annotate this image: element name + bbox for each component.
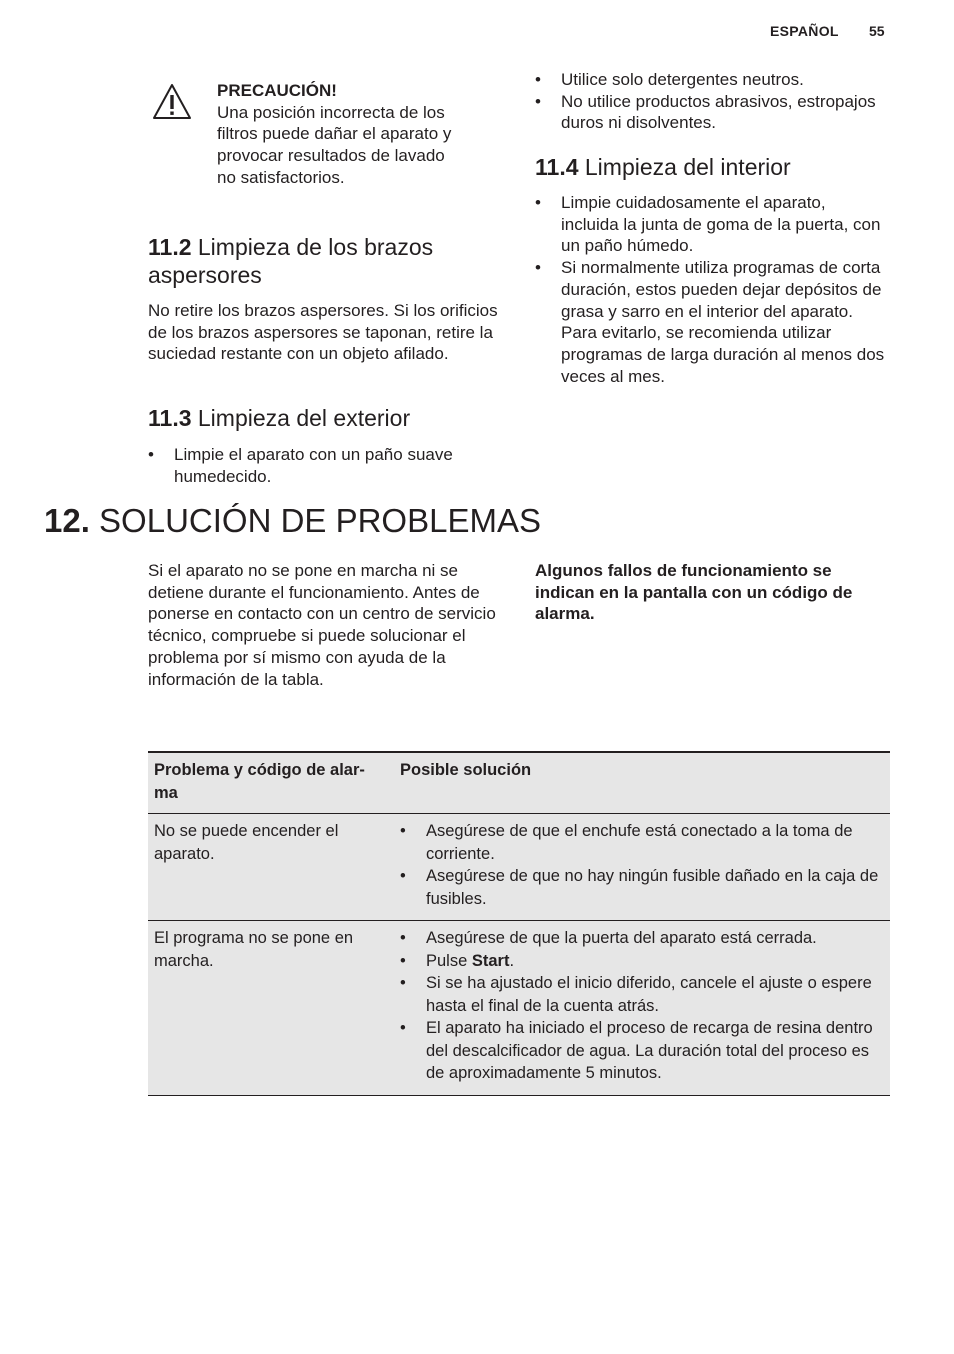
header-language: ESPAÑOL xyxy=(770,23,839,39)
detergent-list xyxy=(535,69,880,134)
section-11-2-text: No retire los brazos aspersores. Si los orificios de los brazos aspersores se taponan, retire la suciedad restante con un objeto afilado. xyxy=(148,301,498,364)
caution-title: PRECAUCIÓN! xyxy=(217,81,337,100)
solution-text: Pulse xyxy=(426,951,468,970)
caution-text: Una posición incorrecta de los filtros puede dañar el aparato y provocar resultados de lavado no satisfactorios. xyxy=(217,102,452,187)
section-11-4-list xyxy=(535,192,885,387)
chapter-12-heading xyxy=(44,501,541,541)
solution-item xyxy=(400,950,884,973)
chapter-number: 12. xyxy=(44,502,90,539)
table-header-solution: Posible solución xyxy=(400,761,532,779)
start-suffix: . xyxy=(509,951,515,970)
section-11-3-list xyxy=(148,444,498,487)
chapter-title: SOLUCIÓN DE PROBLEMAS xyxy=(99,502,541,539)
section-number: 11.2 xyxy=(148,234,192,260)
table-row xyxy=(148,814,890,921)
solution-item: • Asegúrese de que no hay ningún fusible dañado en la caja de fusibles. xyxy=(400,865,884,910)
caution-block xyxy=(217,80,467,189)
solution-item: • Si se ha ajustado el inicio diferido, cancele el ajuste o espere hasta el final de la cuenta atrás. xyxy=(400,972,884,1017)
solution-list xyxy=(400,820,884,910)
list-item: • Limpie el aparato con un paño suave humedecido. xyxy=(148,444,498,487)
section-11-3-heading xyxy=(148,404,493,432)
section-title: Limpieza de los brazos aspersores xyxy=(148,234,434,288)
table-row xyxy=(148,921,890,1096)
solution-item: • Asegúrese de que la puerta del aparato está cerrada. xyxy=(400,927,884,950)
solution-item: • El aparato ha iniciado el proceso de recarga de resina dentro del descalcificador de agua. La duración total del proceso es de aproximadamente 5 minutos. xyxy=(400,1017,884,1085)
list-item: • No utilice productos abrasivos, estropajos duros ni disolventes. xyxy=(535,91,880,134)
list-item: • Si normalmente utiliza programas de corta duración, estos pueden dejar depósitos de grasa y sarro en el interior del aparato. Para evitarlo, se recomienda utilizar programas de larga duración al menos dos veces al mes. xyxy=(535,257,885,387)
page-number: 55 xyxy=(869,23,885,39)
solution-list xyxy=(400,927,884,1085)
section-number: 11.3 xyxy=(148,405,192,431)
section-11-4-heading xyxy=(535,153,885,181)
alarm-code-note: Algunos fallos de funcionamiento se indican en la pantalla con un código de alarma. xyxy=(535,561,853,624)
solution-item: • Asegúrese de que el enchufe está conectado a la toma de corriente. xyxy=(400,820,884,865)
table-header-problem: Problema y código de alar-ma xyxy=(154,761,365,802)
problem-cell: El programa no se pone en marcha. xyxy=(154,929,354,970)
chapter-12-intro: Si el aparato no se pone en marcha ni se detiene durante el funcionamiento. Antes de ponerse en contacto con un centro de servicio técnico, compruebe si puede solucionar el problema por sí mismo con ayuda de la información de la tabla. xyxy=(148,561,496,689)
start-label: Start xyxy=(471,951,510,970)
table-header-row xyxy=(148,752,890,814)
list-item: • Limpie cuidadosamente el aparato, incluida la junta de goma de la puerta, con un paño húmedo. xyxy=(535,192,885,257)
section-number: 11.4 xyxy=(535,154,579,180)
section-title: Limpieza del exterior xyxy=(197,405,411,431)
section-11-2-heading xyxy=(148,233,493,289)
section-title: Limpieza del interior xyxy=(584,154,791,180)
warning-triangle-icon xyxy=(151,82,193,122)
problem-cell: No se puede encender el aparato. xyxy=(154,822,339,863)
list-item: • Utilice solo detergentes neutros. xyxy=(535,69,880,91)
troubleshooting-table xyxy=(148,751,890,1096)
